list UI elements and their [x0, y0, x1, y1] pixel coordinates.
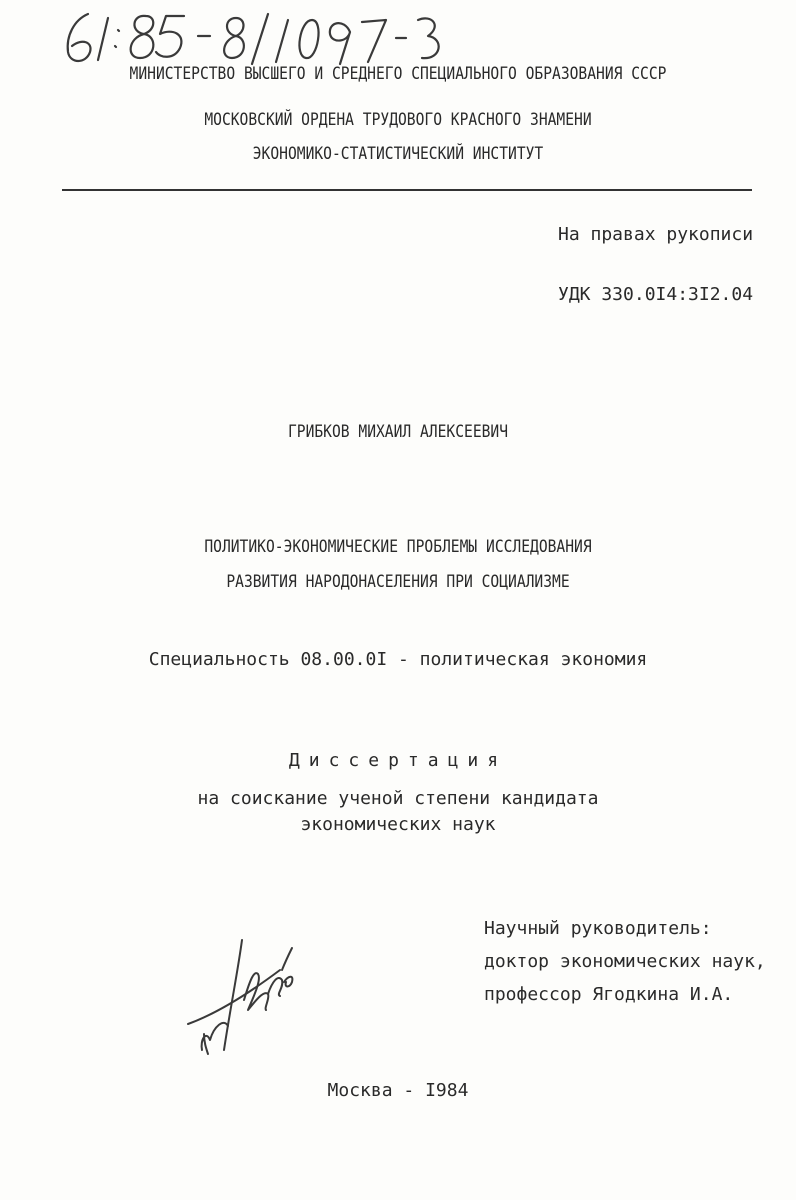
city-year: Москва - I984: [327, 1080, 469, 1101]
supervisor-degree: доктор экономических наук,: [484, 951, 766, 972]
dissertation-title-line2: РАЗВИТИЯ НАРОДОНАСЕЛЕНИЯ ПРИ СОЦИАЛИЗМЕ: [226, 572, 570, 592]
author-signature: [180, 930, 310, 1060]
author-name: ГРИБКОВ МИХАИЛ АЛЕКСЕЕВИЧ: [287, 422, 509, 442]
ministry-heading: МИНИСТЕРСТВО ВЫСШЕГО И СРЕДНЕГО СПЕЦИАЛЬНОГО ОБРАЗОВАНИЯ СССР: [129, 64, 667, 84]
supervisor-name: профессор Ягодкина И.А.: [484, 984, 734, 1005]
udc-code: УДК 330.0I4:3I2.04: [558, 284, 754, 305]
dissertation-label: Диссертация: [288, 750, 508, 771]
institute-heading-line2: ЭКОНОМИКО-СТАТИСТИЧЕСКИЙ ИНСТИТУТ: [252, 144, 544, 164]
institute-heading-line1: МОСКОВСКИЙ ОРДЕНА ТРУДОВОГО КРАСНОГО ЗНАМЕНИ: [204, 110, 592, 130]
dissertation-title-line1: ПОЛИТИКО-ЭКОНОМИЧЕСКИЕ ПРОБЛЕМЫ ИССЛЕДОВАНИЯ: [204, 537, 592, 557]
manuscript-rights-note: На правах рукописи: [558, 224, 754, 245]
archive-number-handwriting: [60, 6, 480, 70]
supervisor-label: Научный руководитель:: [484, 918, 712, 939]
header-divider: [62, 189, 752, 191]
degree-purpose-line1: на соискание ученой степени кандидата: [197, 788, 599, 809]
degree-purpose-line2: экономических наук: [300, 814, 496, 835]
specialty-line: Специальность 08.00.0I - политическая экономия: [148, 649, 648, 670]
